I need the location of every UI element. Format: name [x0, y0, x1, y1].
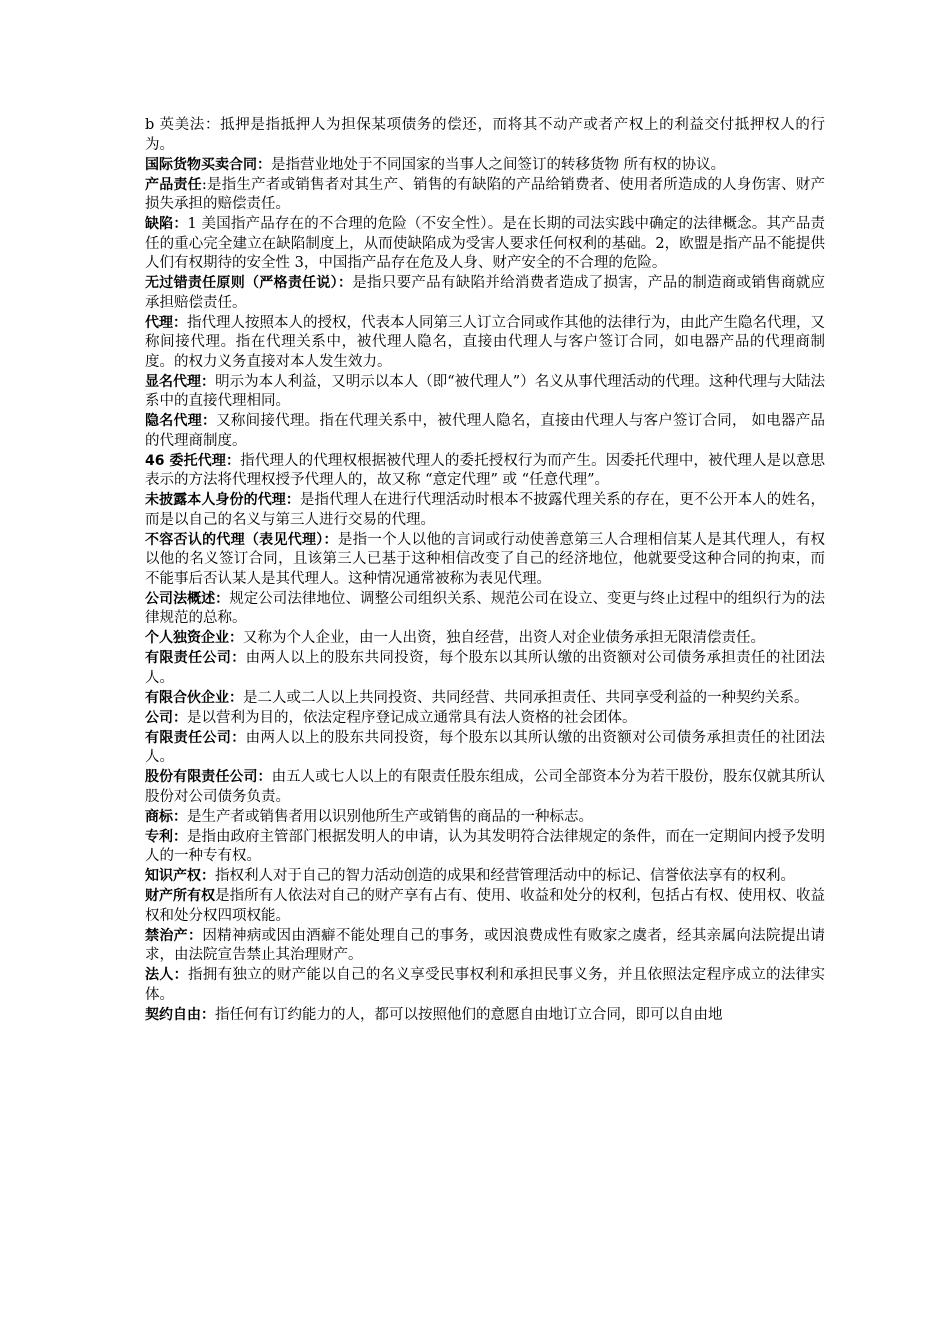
glossary-entry-joint-stock-company — [145, 768, 825, 807]
entry-text: 是二人或二人以上共同投资、共同经营、共同承担责任、共同享受利益的一种契约关系。 — [243, 689, 809, 706]
glossary-entry-mortgage — [145, 116, 825, 155]
entry-text: 是指由政府主管部门根据发明人的申请，认为其发明符合法律规定的条件，而在一定期间内授予发明人的一种专有权。 — [145, 828, 825, 864]
entry-term: 有限合伙企业： — [145, 689, 243, 706]
entry-term: 商标： — [145, 808, 187, 825]
entry-term: 不容否认的代理（表见代理）： — [145, 531, 338, 548]
entry-text: 是以营利为目的，依法定程序登记成立通常具有法人资格的社会团体。 — [187, 709, 637, 726]
entry-term: 产品责任 — [145, 176, 202, 193]
glossary-entry-limited-partnership — [145, 689, 825, 709]
glossary-entry-disclosed-agency — [145, 373, 825, 412]
entry-term: 财产所有权 — [145, 888, 216, 904]
entry-term: 缺陷： — [145, 216, 188, 232]
entry-text: 1 美国指产品存在的不合理的危险（不安全性）。是在长期的司法实践中确定的法律概念。其产品责任的重心完全建立在缺陷制度上，从而使缺陷成为受害人要求任何权利的基础。2，欧盟是指产品不能提供人们有权期待的安全性 3，中国指产品存在危及人身、财产安全的不合理的危险。 — [145, 216, 825, 271]
entry-text: :是指生产者或销售者对其生产、销售的有缺陷的产品给销费者、使用者所造成的人身伤害、财产损失承担的赔偿责任。 — [145, 176, 826, 212]
entry-text: 是指只要产品有缺陷并给消费者造成了损害，产品的制造商或销售商就应承担赔偿责任。 — [145, 275, 826, 311]
entry-text: 指代理人按照本人的授权，代表本人同第三人订立合同或作其他的法律行为，由此产生隐名代理，又称间接代理。指在代理关系中，被代理人隐名，直接由代理人与客户签订合同，如电器产品的代理商制度。的权力义务直接对本人发生效力。 — [145, 314, 825, 370]
entry-term: 股份有限责任公司： — [145, 769, 272, 785]
entry-text: 又称为个人企业，由一人出资，独自经营，出资人对企业债务承担无限清偿责任。 — [243, 630, 765, 646]
glossary-entry-patent — [145, 828, 825, 867]
entry-text: 明示为本人利益，又明示以本人（即“被代理人”）名义从事代理活动的代理。这种代理与大陆法系中的直接代理相同。 — [145, 373, 826, 409]
entry-text: 由两人以上的股东共同投资，每个股东以其所认缴的出资额对公司债务承担责任的社团法人。 — [145, 729, 826, 765]
glossary-entry-product-liability — [145, 176, 825, 215]
entry-text: 规定公司法律地位、调整公司组织关系、规范公司在设立、变更与终止过程中的组织行为的法律规范的总称。 — [145, 590, 826, 626]
glossary-entry-sole-proprietorship — [145, 629, 825, 649]
glossary-entry-defect — [145, 215, 825, 274]
entry-text: 指拥有独立的财产能以自己的名义享受民事权利和承担民事义务，并且依照法定程序成立的法律实体。 — [145, 967, 825, 1003]
entry-term: 个人独资企业： — [145, 630, 243, 646]
glossary-entry-company-law — [145, 590, 825, 629]
entry-text: 是指代理人在进行代理活动时根本不披露代理关系的存在，更不公开本人的姓名，而是以自己的名义与第三人进行交易的代理。 — [145, 492, 826, 528]
glossary-entry-limited-liability-company — [145, 649, 825, 688]
entry-term: 禁治产： — [145, 927, 203, 944]
entry-text: 由五人或七人以上的有限责任股东组成，公司全部资本分为若干股份，股东仅就其所认股份对公司债务负责。 — [145, 769, 826, 805]
entry-text: 指代理人的代理权根据被代理人的委托授权行为而产生。因委托代理中，被代理人是以意思表示的方法将代理权授予代理人的，故又称 “意定代理” 或 “任意代理”。 — [145, 452, 825, 488]
glossary-entry-apparent-agency — [145, 531, 825, 590]
glossary-entry-limited-liability-company-2 — [145, 729, 825, 768]
entry-term: 契约自由： — [145, 1006, 215, 1023]
entry-term: 无过错责任原则（严格责任说）： — [145, 275, 353, 291]
entry-text: 是指营业地处于不同国家的当事人之间签订的转移货物 所有权的协议。 — [271, 156, 726, 173]
entry-text: 是生产者或销售者用以识别他所生产或销售的商品的一种标志。 — [187, 808, 593, 825]
entry-term: 公司法概述： — [145, 590, 230, 607]
entry-term: 46 委托代理： — [145, 452, 241, 469]
entry-text: 又称间接代理。指在代理关系中，被代理人隐名，直接由代理人与客户签订合同， 如电器产品的代理商制度。 — [145, 413, 825, 449]
glossary-entry-property-ownership — [145, 887, 825, 926]
glossary-entry-intellectual-property — [145, 867, 825, 887]
entry-term: 未披露本人身份的代理： — [145, 492, 300, 508]
entry-term: 公司： — [145, 709, 187, 726]
entry-term: 知识产权： — [145, 868, 215, 884]
glossary-entry-undisclosed-name-agency — [145, 412, 825, 451]
entry-text: 是指所有人依法对自己的财产享有占有、使用、收益和处分的权利，包括占有权、使用权、收益权和处分权四项权能。 — [145, 888, 825, 924]
entry-text: b 英美法：抵押是指抵押人为担保某项债务的偿还，而将其不动产或者产权上的利益交付抵押权人的行为。 — [145, 117, 825, 153]
entry-text: 因精神病或因由酒癖不能处理自己的事务，或因浪费成性有败家之虞者，经其亲属向法院提出请求，由法院宣告禁止其治理财产。 — [145, 927, 826, 963]
glossary-entry-intl-sale-contract — [145, 156, 825, 176]
entry-text: 是指一个人以他的言词或行动使善意第三人合理相信某人是其代理人，有权以他的名义签订合同，且该第三人已基于这种相信改变了自己的经济地位，他就要受这种合同的拘束，而不能事后否认某人是其代理人。这种情况通常被称为表见代理。 — [145, 531, 826, 587]
glossary-entry-agency — [145, 314, 825, 373]
entry-text: 由两人以上的股东共同投资，每个股东以其所认缴的出资额对公司债务承担责任的社团法人。 — [145, 650, 826, 686]
entry-term: 有限责任公司： — [145, 729, 246, 746]
entry-term: 有限责任公司： — [145, 650, 246, 666]
entry-term: 代理： — [145, 314, 187, 331]
entry-term: 隐名代理： — [145, 413, 217, 429]
document-page — [145, 116, 825, 1026]
entry-text: 指权利人对于自己的智力活动创造的成果和经营管理活动中的标记、信誉依法享有的权利。 — [215, 868, 795, 884]
glossary-entry-legal-person — [145, 966, 825, 1005]
entry-text: 指任何有订约能力的人，都可以按照他们的意愿自由地订立合同，即可以自由地 — [215, 1006, 723, 1023]
entry-term: 专利： — [145, 828, 187, 845]
glossary-entry-trademark — [145, 808, 825, 828]
glossary-entry-interdiction — [145, 927, 825, 966]
entry-term: 法人： — [145, 967, 188, 983]
glossary-entry-undisclosed-principal-agency — [145, 491, 825, 530]
glossary-entry-company — [145, 709, 825, 729]
glossary-entry-entrusted-agency — [145, 452, 825, 491]
glossary-entry-freedom-of-contract — [145, 1006, 825, 1026]
entry-term: 显名代理： — [145, 373, 216, 390]
glossary-entry-strict-liability — [145, 274, 825, 313]
entry-term: 国际货物买卖合同： — [145, 156, 271, 173]
